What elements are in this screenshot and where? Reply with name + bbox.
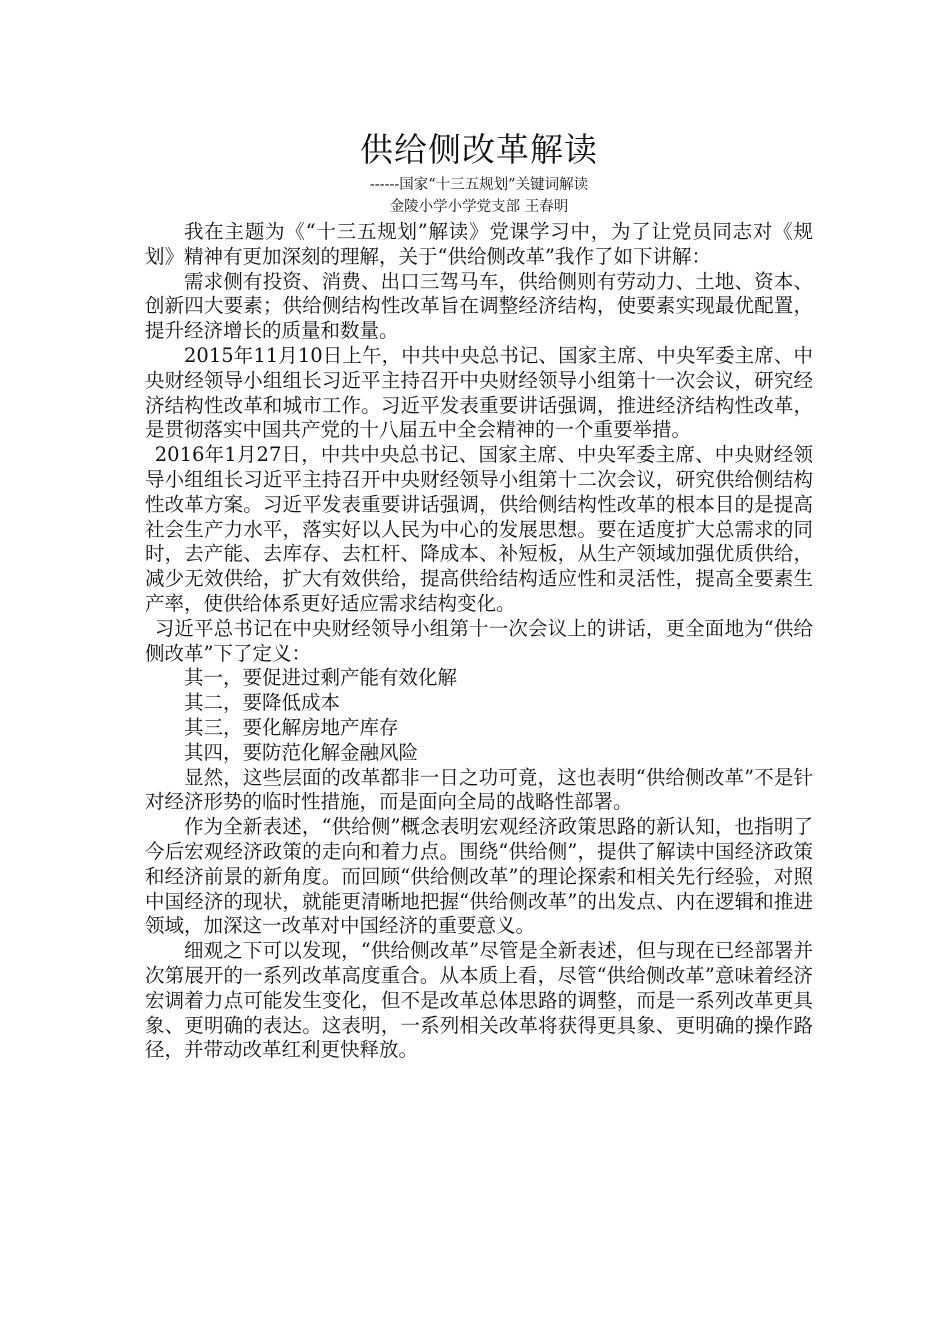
document-subtitle: ------国家“十三五规划”关键词解读 [369,177,589,193]
paragraph-intro: 我在主题为《“十三五规划”解读》党课学习中，为了让党员同志对《规划》精神有更加深刻的理解，关于“供给侧改革”我作了如下讲解： [145,220,813,268]
list-item-3: 其三，要化解房地产库存 [184,715,399,739]
document-page [145,128,813,1063]
document-body [145,220,813,1063]
paragraph-2016-meeting: 2016年1月27日，中共中央总书记、国家主席、中央军委主席、中央财经领导小组组长习近平主持召开中央财经领导小组第十二次会议，研究供给侧结构性改革方案。习近平发表重要讲话强调，供给侧结构性改革的根本目的是提高社会生产力水平，落实好以人民为中心的发展思想。要在适度扩大总需求的同时，去产能、去库存、去杠杆、降成本、补短板，从生产领域加强优质供给，减少无效供给，扩大有效供给，提高供给结构适应性和灵活性，提高全要素生产率，使供给体系更好适应需求结构变化。 [145,443,813,615]
list-item-1: 其一，要促进过剩产能有效化解 [184,666,458,690]
paragraph-obviously: 显然，这些层面的改革都非一日之功可竟，这也表明“供给侧改革”不是针对经济形势的临时性措施，而是面向全局的战略性部署。 [145,765,813,814]
paragraph-definition: 习近平总书记在中央财经领导小组第十一次会议上的讲话，更全面地为“供给侧改革”下了定义： [145,616,813,665]
paragraph-new-expression: 作为全新表述，“供给侧”概念表明宏观经济政策思路的新认知，也指明了今后宏观经济政策的走向和着力点。围绕“供给侧”，提供了解读中国经济政策和经济前景的新角度。而回顾“供给侧改革”的理论探索和相关先行经验，对照中国经济的现状，就能更清晰地把握“供给侧改革”的出发点、内在逻辑和推进领域，加深这一改革对中国经济的重要意义。 [145,815,813,938]
document-title: 供给侧改革解读 [360,130,598,169]
paragraph-supply-demand: 需求侧有投资、消费、出口三驾马车，供给侧则有劳动力、土地、资本、创新四大要素；供给侧结构性改革旨在调整经济结构，使要素实现最优配置，提升经济增长的质量和数量。 [145,269,813,343]
document-author: 金陵小学小学党支部 王春明 [389,199,569,215]
list-item-2: 其二，要降低成本 [184,691,341,715]
list-item-4: 其四，要防范化解金融风险 [184,740,419,764]
paragraph-closer-look: 细观之下可以发现，“供给侧改革”尽管是全新表述，但与现在已经部署并次第展开的一系列改革高度重合。从本质上看，尽管“供给侧改革”意味着经济宏调着力点可能发生变化，但不是改革总体思路的调整，而是一系列改革更具象、更明确的表达。这表明，一系列相关改革将获得更具象、更明确的操作路径，并带动改革红利更快释放。 [145,939,813,1062]
paragraph-2015-meeting: 2015年11月10日上午，中共中央总书记、国家主席、中央军委主席、中央财经领导小组组长习近平主持召开中央财经领导小组第十一次会议，研究经济结构性改革和城市工作。习近平发表重要讲话强调，推进经济结构性改革，是贯彻落实中国共产党的十八届五中全会精神的一个重要举措。 [145,343,813,442]
